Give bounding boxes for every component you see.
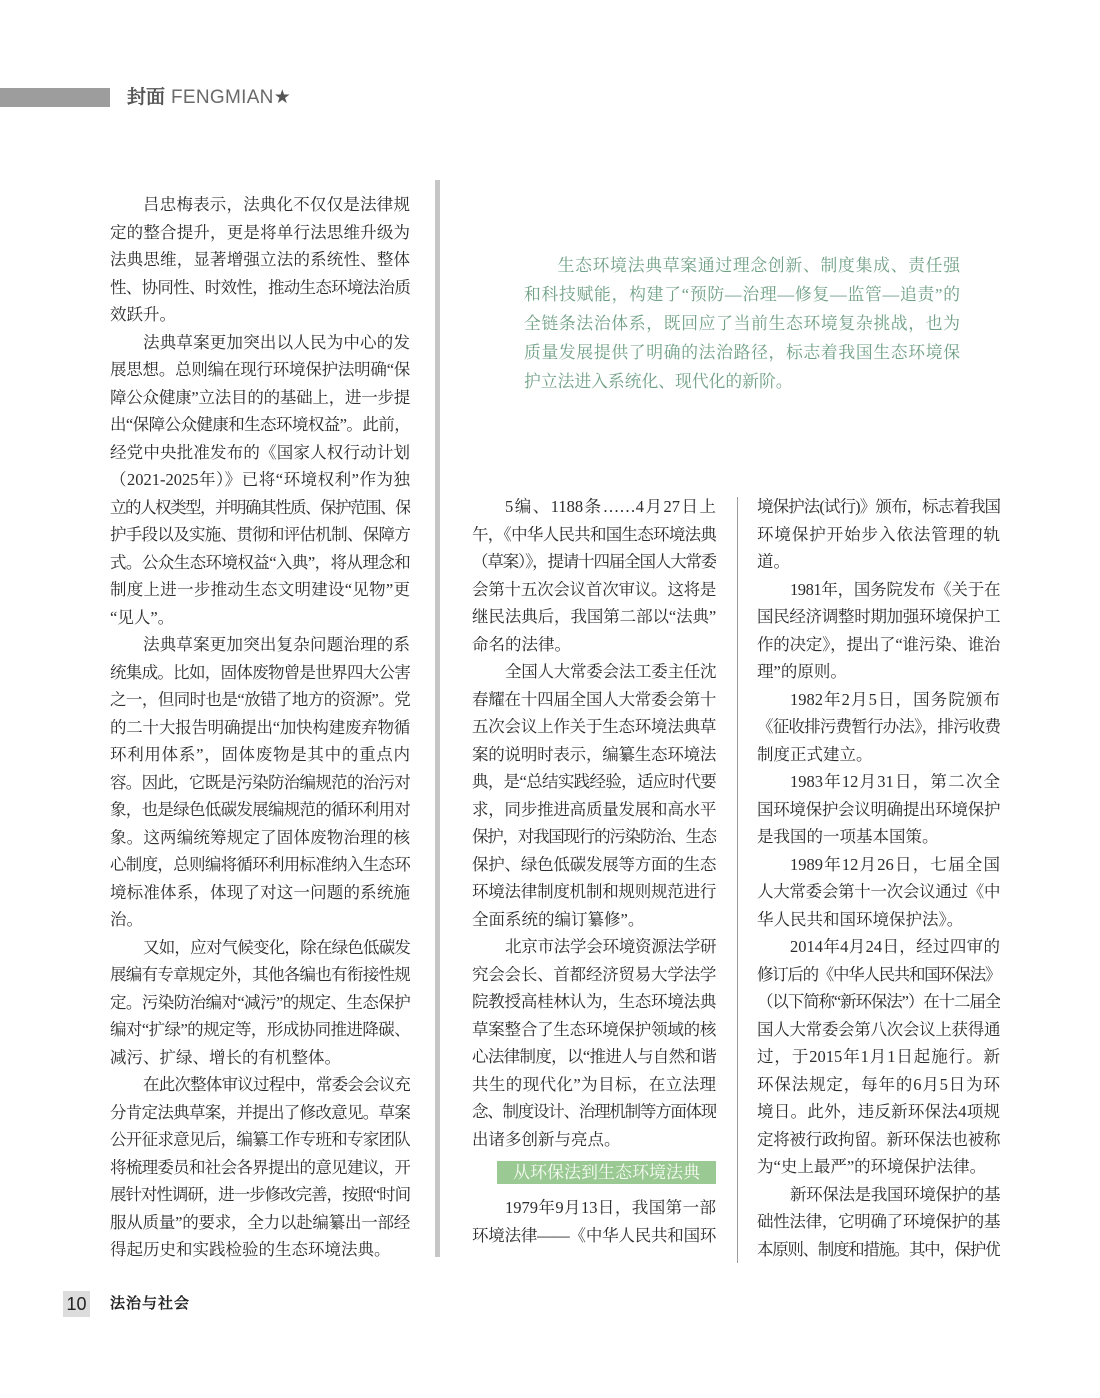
page-number: 10 bbox=[63, 1291, 90, 1317]
text-line: 2014年4月24日，经过四审的 bbox=[790, 937, 1000, 956]
paragraph bbox=[472, 1194, 716, 1249]
text-line: 国民经济调整时期加强环境保护工 bbox=[757, 607, 1000, 626]
paragraph bbox=[110, 191, 410, 329]
text-line: 象，也是绿色低碳发展编规范的循环利用对 bbox=[110, 800, 410, 819]
text-line: 修订后的《中华人民共和国环保法》 bbox=[757, 964, 1000, 984]
text-line: 统集成。比如，固体废物曾是世界四大公害 bbox=[110, 662, 410, 682]
text-line: 草案整合了生态环境保护领域的核 bbox=[472, 1019, 716, 1039]
paragraph bbox=[757, 1181, 1000, 1264]
text-line: 出“保障公众健康和生态环境权益”。此前， bbox=[110, 415, 410, 434]
paragraph bbox=[472, 658, 716, 933]
text-line: 制度上进一步推动生态文明建设“见物”更 bbox=[110, 580, 410, 599]
text-line: 容。因此，它既是污染防治编规范的治污对 bbox=[110, 772, 410, 792]
middle-column-body bbox=[472, 493, 716, 1153]
text-line: （2021-2025年）》已将“环境权利”作为独 bbox=[110, 470, 410, 489]
text-line: 又如，应对气候变化，除在绿色低碳发 bbox=[143, 937, 410, 957]
pull-quote-body bbox=[524, 251, 960, 396]
text-line: 5编、1188条……4月27日上 bbox=[505, 497, 716, 516]
text-line: 为“史上最严”的环境保护法律。 bbox=[757, 1157, 987, 1176]
text-line: 在此次整体审议过程中，常委会会议充 bbox=[143, 1075, 410, 1094]
text-line: 制度正式建立。 bbox=[757, 744, 873, 764]
text-line: （草案）》，提请十四届全国人大常委 bbox=[472, 552, 716, 571]
right-column bbox=[757, 493, 1000, 1263]
column-divider bbox=[435, 180, 440, 1257]
text-line: 命名的法律。 bbox=[472, 634, 571, 654]
paragraph bbox=[110, 934, 410, 1072]
text-line: 定的整合提升，更是将单行法思维升级为 bbox=[110, 222, 410, 242]
text-line: 的二十大报告明确提出“加快构建废弃物循 bbox=[110, 717, 410, 737]
text-line: 编对“扩绿”的规定等，形成协同推进降碳、 bbox=[110, 1020, 410, 1039]
text-line: 过，于2015年1月1日起施行。新 bbox=[757, 1047, 1000, 1066]
text-line: 环利用体系”，固体废物是其中的重点内 bbox=[110, 745, 410, 764]
text-line: 院教授高桂林认为，生态环境法典 bbox=[472, 992, 716, 1011]
paragraph bbox=[472, 933, 716, 1153]
paragraph bbox=[110, 631, 410, 934]
text-line: 会第十五次会议首次审议。这将是 bbox=[472, 579, 716, 599]
text-line: 法典思维，显著增强立法的系统性、整体 bbox=[110, 250, 410, 269]
text-line: 立的人权类型，并明确其性质、保护范围、保 bbox=[110, 497, 410, 517]
text-line: 全链条法治体系，既回应了当前生态环境复杂挑战，也为 bbox=[524, 314, 960, 333]
pull-quote bbox=[524, 251, 960, 396]
text-line: 境日。此外，违反新环保法4项规 bbox=[757, 1102, 1000, 1121]
text-line: 本原则、制度和措施。其中，保护优 bbox=[757, 1239, 1000, 1259]
paragraph bbox=[110, 1071, 410, 1264]
left-column bbox=[110, 191, 410, 1264]
text-line: 境保护法(试行)》颁布，标志着我国 bbox=[757, 497, 1000, 516]
text-line: 和科技赋能，构建了“预防—治理—修复—监管—追责”的 bbox=[524, 285, 960, 304]
text-line: 作的决定》，提出了“谁污染、谁治 bbox=[757, 634, 1000, 654]
text-line: 象。这两编统筹规定了固体废物治理的核 bbox=[110, 827, 410, 847]
text-line: 北京市法学会环境资源法学研 bbox=[505, 937, 716, 956]
text-line: 展针对性调研，进一步修改完善，按照“时间 bbox=[110, 1185, 410, 1204]
text-line: 保护、绿色低碳发展等方面的生态 bbox=[472, 854, 716, 874]
text-line: “见人”。 bbox=[110, 607, 175, 627]
text-line: 国人大常委会第八次会议上获得通 bbox=[757, 1019, 1000, 1039]
text-line: 典，是“总结实践经验，适应时代要 bbox=[472, 772, 716, 791]
text-line: 道。 bbox=[757, 552, 790, 571]
text-line: 护立法进入系统化、现代化的新阶。 bbox=[524, 372, 793, 391]
text-line: 五次会议上作关于生态环境法典草 bbox=[472, 717, 716, 736]
text-line: 得起历史和实践检验的生态环境法典。 bbox=[110, 1240, 391, 1259]
paragraph bbox=[757, 768, 1000, 851]
header-bar bbox=[0, 88, 110, 107]
text-line: 展思想。总则编在现行环境保护法明确“保 bbox=[110, 360, 410, 379]
text-line: 将梳理委员和社会各界提出的意见建议，开 bbox=[110, 1157, 410, 1177]
middle-column bbox=[472, 493, 716, 1249]
text-line: 减污、扩绿、增长的有机整体。 bbox=[110, 1047, 341, 1067]
text-line: 定。污染防治编对“减污”的规定、生态保护 bbox=[110, 992, 410, 1012]
text-line: 全国人大常委会法工委主任沈 bbox=[505, 662, 716, 681]
text-line: 1982年2月5日，国务院颁布 bbox=[790, 689, 1000, 709]
section-header bbox=[127, 85, 291, 111]
section-name-cn: 封面 bbox=[127, 87, 166, 108]
text-line: 之一，但同时也是“放错了地方的资源”。党 bbox=[110, 690, 410, 709]
text-line: 法典草案更加突出以人民为中心的发 bbox=[143, 332, 410, 352]
text-line: 念、制度设计、治理机制等方面体现 bbox=[472, 1102, 716, 1121]
text-line: 吕忠梅表示，法典化不仅仅是法律规 bbox=[143, 195, 410, 214]
text-line: 人大常委会第十一次会议通过《中 bbox=[757, 882, 1000, 901]
section-subheading: 从环保法到生态环境法典 bbox=[497, 1161, 716, 1184]
paragraph bbox=[110, 329, 410, 632]
text-line: 全面系统的编订纂修”。 bbox=[472, 909, 645, 929]
paragraph bbox=[757, 933, 1000, 1181]
section-name-en: FENGMIAN bbox=[171, 87, 274, 108]
middle-column-continued bbox=[472, 1194, 716, 1249]
text-line: 1989年12月26日，七届全国 bbox=[790, 854, 1000, 874]
paragraph bbox=[757, 576, 1000, 686]
text-line: 理”的原则。 bbox=[757, 662, 847, 681]
text-line: 境标准体系，体现了对这一问题的系统施 bbox=[110, 882, 410, 902]
text-line: 春耀在十四届全国人大常委会第十 bbox=[472, 689, 716, 709]
left-column-body bbox=[110, 191, 410, 1264]
text-line: 经党中央批准发布的《国家人权行动计划 bbox=[110, 442, 410, 462]
text-line: 华人民共和国环境保护法》。 bbox=[757, 909, 964, 929]
paragraph bbox=[524, 251, 960, 396]
text-line: 环境法律——《中华人民共和国环 bbox=[472, 1225, 716, 1245]
text-line: （以下简称“新环保法”）在十二届全 bbox=[757, 992, 1000, 1011]
text-line: 治。 bbox=[110, 910, 143, 929]
text-line: 求，同步推进高质量发展和高水平 bbox=[472, 799, 716, 819]
column-rule bbox=[737, 497, 738, 1263]
text-line: 质量发展提供了明确的法治路径，标志着我国生态环境保 bbox=[524, 343, 960, 362]
text-line: 障公众健康”立法目的的基础上，进一步提 bbox=[110, 387, 410, 407]
text-line: 案的说明时表示，编纂生态环境法 bbox=[472, 744, 716, 764]
text-line: 护手段以及实施、贯彻和评估机制、保障方 bbox=[110, 525, 410, 544]
text-line: 国环境保护会议明确提出环境保护 bbox=[757, 799, 1000, 819]
text-line: 新环保法是我国环境保护的基 bbox=[790, 1184, 1000, 1204]
text-line: 法典草案更加突出复杂问题治理的系 bbox=[143, 635, 410, 654]
text-line: 午，《中华人民共和国生态环境法典 bbox=[472, 524, 716, 544]
text-line: 《征收排污费暂行办法》，排污收费 bbox=[757, 717, 1000, 736]
text-line: 环保法规定，每年的6月5日为环 bbox=[757, 1074, 1000, 1094]
text-line: 1983年12月31日，第二次全 bbox=[790, 772, 1000, 791]
paragraph bbox=[757, 493, 1000, 576]
text-line: 共生的现代化”为目标，在立法理 bbox=[472, 1074, 716, 1094]
text-line: 心制度，总则编将循环利用标准纳入生态环 bbox=[110, 855, 410, 874]
magazine-name: 法治与社会 bbox=[110, 1295, 191, 1312]
text-line: 环境保护开始步入依法管理的轨 bbox=[757, 524, 1000, 544]
text-line: 是我国的一项基本国策。 bbox=[757, 827, 939, 846]
right-column-body bbox=[757, 493, 1000, 1263]
text-line: 服从质量”的要求，全力以赴编纂出一部经 bbox=[110, 1212, 410, 1232]
text-line: 公开征求意见后，编纂工作专班和专家团队 bbox=[110, 1130, 410, 1149]
text-line: 1981年，国务院发布《关于在 bbox=[790, 579, 1000, 599]
paragraph bbox=[472, 493, 716, 658]
text-line: 效跃升。 bbox=[110, 305, 176, 324]
text-line: 展编有专章规定外，其他各编也有衔接性规 bbox=[110, 965, 410, 984]
text-line: 保护，对我国现行的污染防治、生态 bbox=[472, 827, 716, 846]
paragraph bbox=[757, 851, 1000, 934]
text-line: 生态环境法典草案通过理念创新、制度集成、责任强 bbox=[557, 256, 960, 275]
text-line: 定将被行政拘留。新环保法也被称 bbox=[757, 1129, 1000, 1149]
text-line: 式。公众生态环境权益“入典”，将从理念和 bbox=[110, 552, 410, 572]
paragraph bbox=[757, 686, 1000, 769]
text-line: 环境法律制度机制和规则规范进行 bbox=[472, 882, 716, 901]
text-line: 分肯定法典草案，并提出了修改意见。草案 bbox=[110, 1102, 410, 1122]
star-icon: ★ bbox=[273, 87, 291, 108]
text-line: 心法律制度，以“推进人与自然和谐 bbox=[472, 1047, 716, 1066]
text-line: 继民法典后，我国第二部以“法典” bbox=[472, 607, 716, 626]
text-line: 究会会长、首都经济贸易大学法学 bbox=[472, 964, 716, 984]
text-line: 出诸多创新与亮点。 bbox=[472, 1129, 621, 1149]
text-line: 础性法律，它明确了环境保护的基 bbox=[757, 1212, 1000, 1231]
text-line: 1979年9月13日，我国第一部 bbox=[505, 1198, 716, 1217]
text-line: 性、协同性、时效性，推动生态环境法治质 bbox=[110, 277, 410, 297]
